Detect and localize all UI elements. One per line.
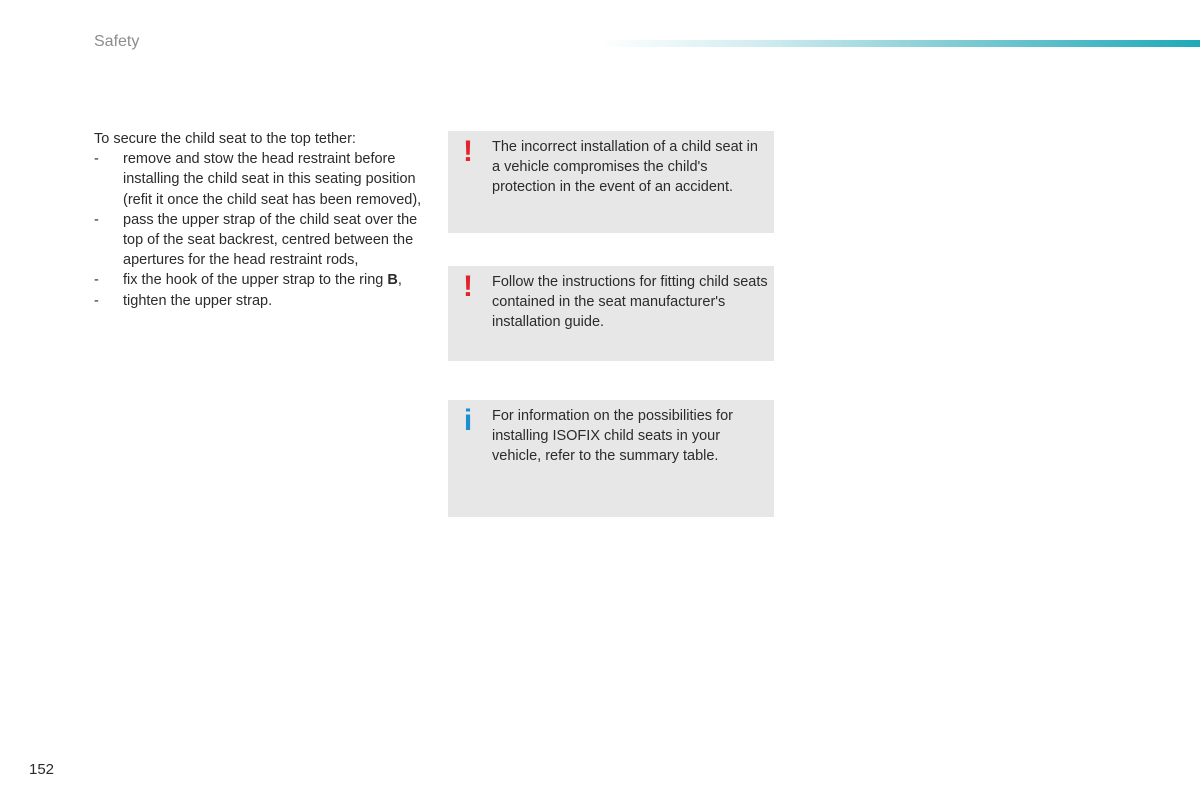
list-item bbox=[94, 149, 429, 210]
header-accent-bar bbox=[600, 40, 1200, 47]
list-item-text: remove and stow the head restraint before installing the child seat in this seating position (refit it once the child seat has been removed), bbox=[123, 151, 422, 208]
section-title: Safety bbox=[94, 33, 140, 50]
list-dash: - bbox=[94, 272, 99, 289]
list-item-text: pass the upper strap of the child seat over the top of the seat backrest, centred between the apertures for the head restraint rods, bbox=[123, 211, 418, 269]
note-text: The incorrect installation of a child seat in a vehicle compromises the child's protection in the event of an accident. bbox=[492, 139, 758, 196]
page-number: 152 bbox=[29, 761, 55, 778]
list-item-text: tighten the upper strap. bbox=[123, 292, 273, 309]
info-icon: i bbox=[463, 404, 473, 437]
instructions-list bbox=[94, 149, 429, 311]
info-note-isofix bbox=[448, 400, 774, 517]
list-item bbox=[94, 291, 429, 311]
instructions-intro: To secure the child seat to the top tether: bbox=[94, 131, 356, 147]
warning-note-installation bbox=[448, 131, 774, 233]
list-dash: - bbox=[94, 151, 99, 168]
list-item-text-end: , bbox=[397, 272, 402, 289]
warning-icon: ! bbox=[463, 270, 473, 303]
note-text: Follow the instructions for fitting child seats contained in the seat manufacturer's installation guide. bbox=[492, 274, 768, 331]
list-item bbox=[94, 270, 429, 290]
list-item bbox=[94, 210, 429, 271]
warning-icon: ! bbox=[463, 135, 473, 168]
list-dash: - bbox=[94, 211, 99, 228]
warning-note-instructions bbox=[448, 266, 774, 361]
list-dash: - bbox=[94, 292, 99, 309]
instructions-column bbox=[94, 129, 429, 311]
ring-label: B bbox=[387, 272, 398, 289]
note-text: For information on the possibilities for installing ISOFIX child seats in your vehicle, refer to the summary table. bbox=[492, 408, 733, 465]
list-item-text: fix the hook of the upper strap to the ring bbox=[123, 272, 388, 289]
